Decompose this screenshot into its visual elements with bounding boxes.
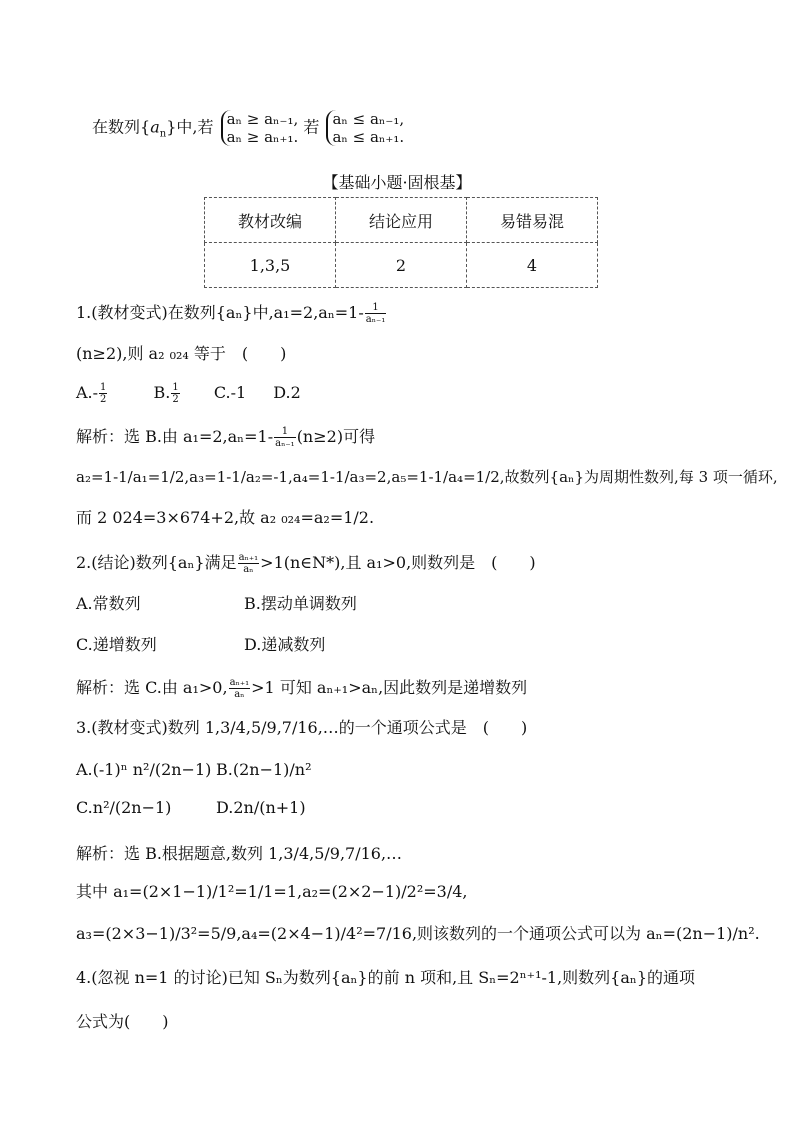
- q2-fraction: [238, 552, 260, 575]
- q3-option-b: B.(2n−1)/n²: [216, 760, 312, 779]
- q4-stem: 4.(忽视 n=1 的讨论)已知 Sₙ为数列{aₙ}的前 n 项和,且 Sₙ=2ⁿ⁺¹-1,则数列{aₙ}的通项: [76, 968, 695, 987]
- q1-solution-3: 而 2 024=3×674+2,故 a₂ ₀₂₄=a₂=1/2.: [76, 508, 375, 527]
- table-cell: 1,3,5: [205, 243, 336, 288]
- intro-text-2: }中,若: [166, 117, 214, 137]
- q1-options: [76, 382, 301, 405]
- q2-options-2: [76, 637, 325, 653]
- q3-solution-1: 解析：选 B.根据题意,数列 1,3/4,5/9,7/16,…: [76, 844, 403, 863]
- q1-a-den: 2: [100, 394, 107, 405]
- q1-stem: [76, 302, 387, 325]
- q1-option-c: C.-1: [213, 383, 247, 402]
- min-condition: [326, 110, 404, 146]
- q3-option-c: C.n²/(2n−1): [76, 798, 172, 817]
- q2-solution-frac: [229, 677, 251, 700]
- max-condition-a: aₙ ≥ aₙ₋₁,: [226, 110, 299, 128]
- q2-frac-den: aₙ: [243, 564, 254, 575]
- q1-frac-den: aₙ₋₁: [365, 314, 386, 325]
- intro-text-1: 在数列{: [92, 117, 151, 137]
- table-header-cell: 结论应用: [336, 198, 467, 243]
- q1-option-d: D.2: [273, 383, 301, 402]
- q3-solution-2: 其中 a₁=(2×1−1)/1²=1/1=1,a₂=(2×2−1)/2²=3/4,: [76, 882, 468, 901]
- intro-text-4: 若: [303, 117, 320, 137]
- q3-solution-3: a₃=(2×3−1)/3²=5/9,a₄=(2×4−1)/4²=7/16,则该数列的一个通项公式可以为 aₙ=(2n−1)/n².: [76, 924, 760, 943]
- intro-line: [92, 110, 404, 146]
- q2-option-d: D.递减数列: [244, 635, 326, 654]
- q1-option-b-label: B.: [153, 383, 171, 402]
- q2-sol-den: aₙ: [234, 689, 245, 700]
- q1-stem-2: (n≥2),则 a₂ ₀₂₄ 等于 ( ): [76, 344, 287, 363]
- q2-option-a: A.常数列: [76, 594, 141, 613]
- q2-option-b: B.摆动单调数列: [244, 594, 357, 613]
- q2-option-c: C.递增数列: [76, 635, 157, 654]
- q2-solution-text-2: >1 可知 aₙ₊₁>aₙ,因此数列是递增数列: [251, 678, 528, 697]
- q1-fraction: [365, 302, 387, 325]
- q2-stem-text-2: >1(n∈N*),且 a₁>0,则数列是 ( ): [260, 553, 536, 572]
- q2-options-1: [76, 596, 357, 612]
- q1-b-den: 2: [172, 394, 179, 405]
- intro-a: a: [150, 117, 160, 137]
- q2-solution-text: 解析：选 C.由 a₁>0,: [76, 678, 228, 697]
- q1-option-a-label: A.-: [76, 383, 99, 402]
- q1-option-a-frac: [99, 382, 107, 405]
- q2-solution: [76, 677, 527, 700]
- q1-solution-1: [76, 426, 375, 449]
- q4-stem-2: 公式为( ): [76, 1012, 169, 1031]
- q1-sol-num: 1: [274, 426, 296, 438]
- category-table: [204, 197, 598, 288]
- q3-option-d: D.2n/(n+1): [216, 798, 306, 817]
- min-condition-a: aₙ ≤ aₙ₋₁,: [332, 110, 405, 128]
- q1-solution-frac: [274, 426, 296, 449]
- q1-solution-2: a₂=1-1/a₁=1/2,a₃=1-1/a₂=-1,a₄=1-1/a₃=2,a₅=1-1/a₄=1/2,故数列{aₙ}为周期性数列,每 3 项一循环,: [76, 468, 778, 486]
- q3-stem: 3.(教材变式)数列 1,3/4,5/9,7/16,…的一个通项公式是 ( ): [76, 718, 528, 737]
- q1-solution-1-text: 解析：选 B.由 a₁=2,aₙ=1-: [76, 427, 274, 446]
- table-cell: 4: [467, 243, 598, 288]
- q1-option-b-frac: [171, 382, 179, 405]
- table-header-cell: 易错易混: [467, 198, 598, 243]
- table-cell: 2: [336, 243, 467, 288]
- table-row: [205, 243, 598, 288]
- q3-options-2: [76, 800, 306, 816]
- max-condition-b: aₙ ≥ aₙ₊₁.: [226, 128, 299, 146]
- q1-option-a: [76, 382, 108, 405]
- min-condition-b: aₙ ≤ aₙ₊₁.: [332, 128, 405, 146]
- q2-frac-num: aₙ₊₁: [238, 552, 259, 563]
- q1-stem-text: 1.(教材变式)在数列{aₙ}中,a₁=2,aₙ=1-: [76, 303, 364, 322]
- intro-n: n: [159, 128, 167, 140]
- q3-option-a: A.(-1)ⁿ n²/(2n−1): [76, 760, 212, 779]
- q1-option-b: [153, 382, 181, 405]
- q1-b-num: 1: [172, 382, 179, 393]
- q1-a-num: 1: [100, 382, 107, 393]
- table-header-row: [205, 198, 598, 243]
- table-header-cell: 教材改编: [205, 198, 336, 243]
- q2-stem-text: 2.(结论)数列{aₙ}满足: [76, 553, 237, 572]
- q2-stem: [76, 552, 536, 575]
- q2-sol-num: aₙ₊₁: [229, 677, 250, 688]
- q1-frac-num: 1: [365, 302, 387, 314]
- q3-options-1: [76, 762, 312, 778]
- q1-sol-den: aₙ₋₁: [275, 438, 295, 449]
- q1-solution-1b-text: (n≥2)可得: [296, 427, 376, 446]
- section-title: 【基础小题·固根基】: [322, 173, 472, 192]
- max-condition: [221, 110, 299, 146]
